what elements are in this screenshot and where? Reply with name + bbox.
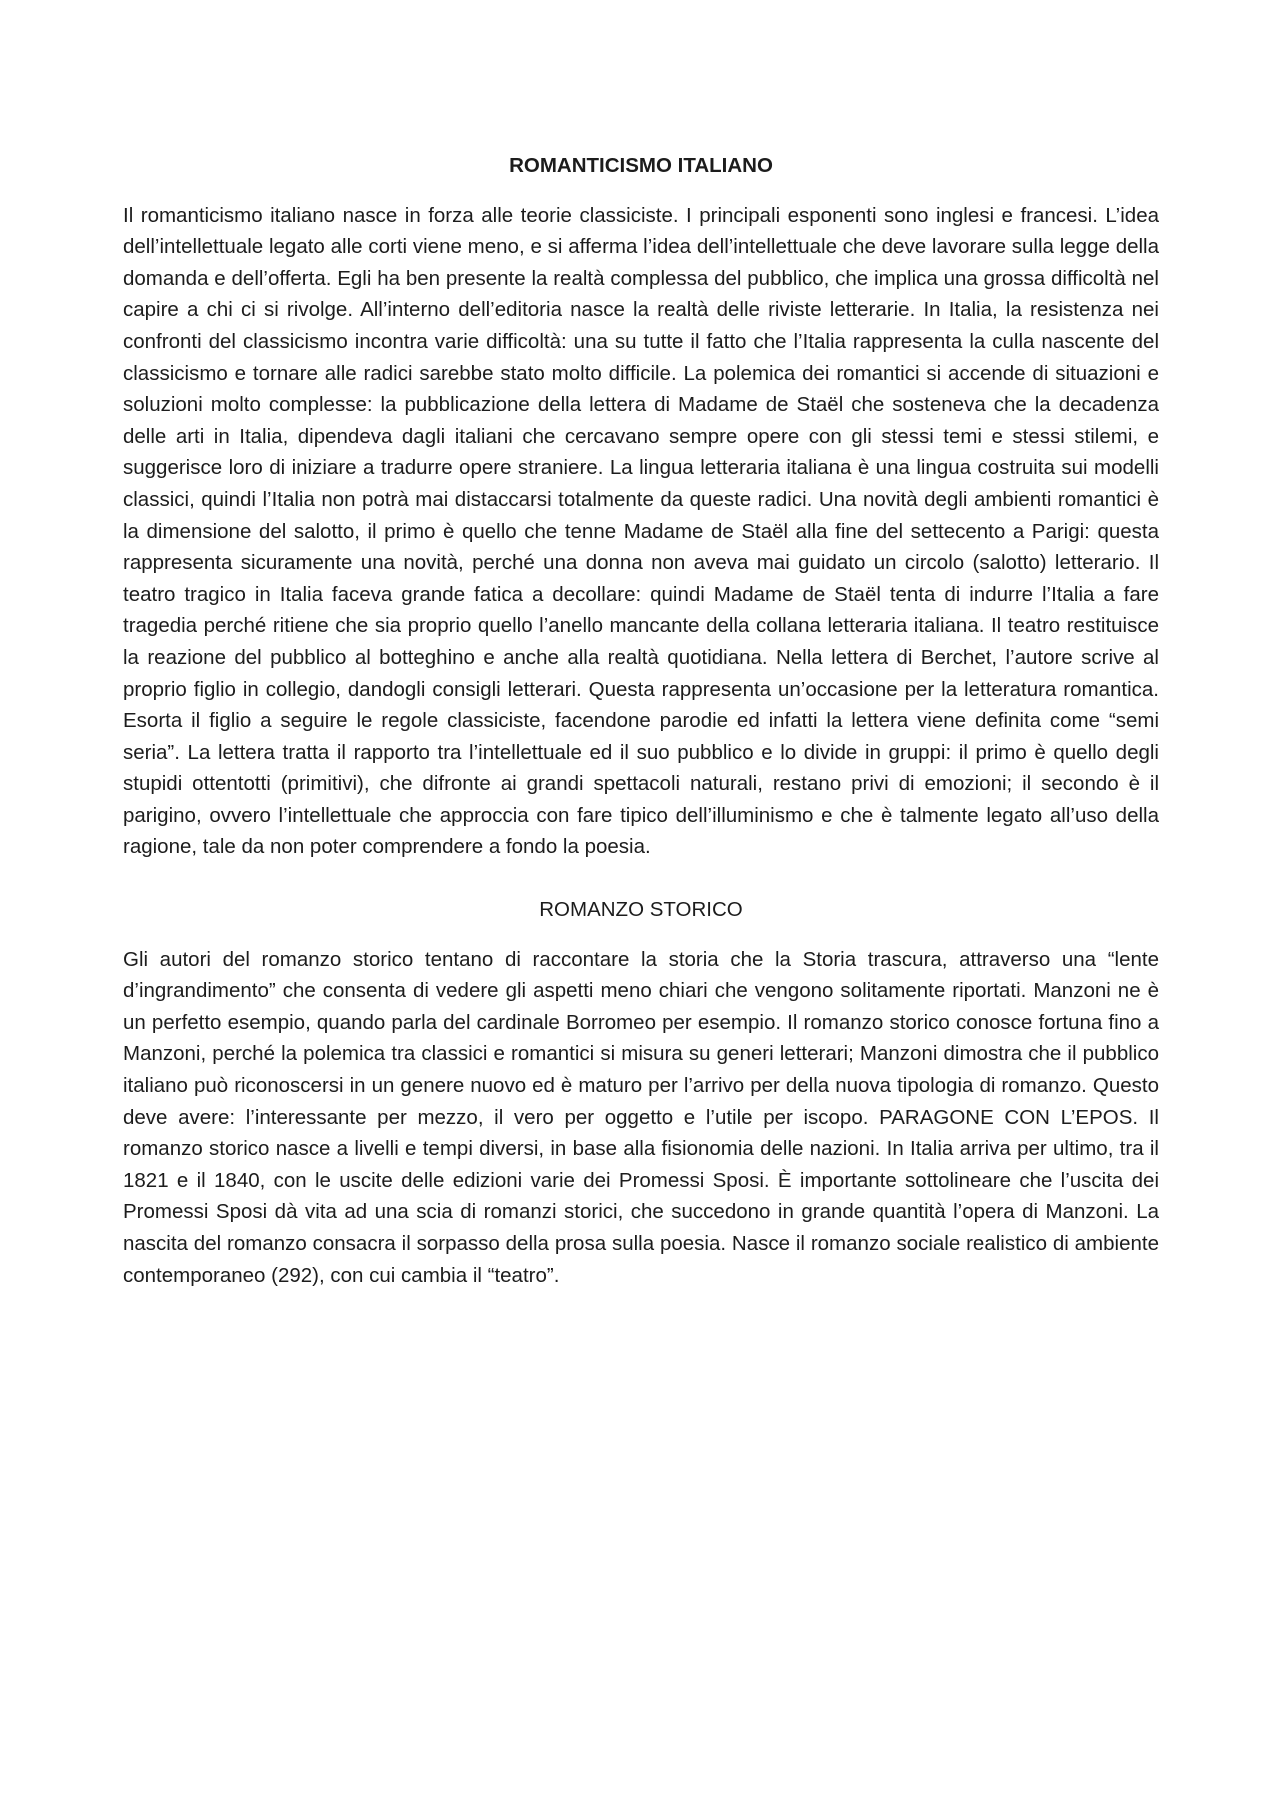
paragraph-romanzo-storico: Gli autori del romanzo storico tentano di raccontare la storia che la Storia trascura, attraverso una “lente d’ingrandimento” che consenta di vedere gli aspetti meno chiari che vengono solitamente riportati. Manzoni ne è un perfetto esempio, quando parla del cardinale Borromeo per esempio. Il romanzo storico conosce fortuna fino a Manzoni, perché la polemica tra classici e romantici si misura su generi letterari; Manzoni dimostra che il pubblico italiano può riconoscersi in un genere nuovo ed è maturo per l’arrivo per della nuova tipologia di romanzo. Questo deve avere: l’interessante per mezzo, il vero per oggetto e l’utile per iscopo. PARAGONE CON L’EPOS. Il romanzo storico nasce a livelli e tempi diversi, in base alla fisionomia delle nazioni. In Italia arriva per ultimo, tra il 1821 e il 1840, con le uscite delle edizioni varie dei Promessi Sposi. È importante sottolineare che l’uscita dei Promessi Sposi dà vita ad una scia di romanzi storici, che succedono in grande quantità l’opera di Manzoni. La nascita del romanzo consacra il sorpasso della prosa sulla poesia. Nasce il romanzo sociale realistico di ambiente contemporaneo (292), con cui cambia il “teatro”. (123, 947, 1159, 1287)
page-title: ROMANTICISMO ITALIANO (509, 154, 773, 177)
section-title: ROMANZO STORICO (539, 898, 743, 922)
paragraph-romanticismo: Il romanticismo italiano nasce in forza alle teorie classiciste. I principali esponenti sono inglesi e francesi. L’idea dell’intellettuale legato alle corti viene meno, e si afferma l’idea dell’intellettuale che deve lavorare sulla legge della domanda e dell’offerta. Egli ha ben presente la realtà complessa del pubblico, che implica una grossa difficoltà nel capire a chi ci si rivolge. All’interno dell’editoria nasce la realtà delle riviste letterarie. In Italia, la resistenza nei confronti del classicismo incontra varie difficoltà: una su tutte il fatto che l’Italia rappresenta la culla nascente del classicismo e tornare alle radici sarebbe stato molto difficile. La polemica dei romantici si accende di situazioni e soluzioni molto complesse: la pubblicazione della lettera di Madame de Staël che sosteneva che la decadenza delle arti in Italia, dipendeva dagli italiani che cercavano sempre opere con gli stessi temi e stessi stilemi, e suggerisce loro di iniziare a tradurre opere straniere. La lingua letteraria italiana è una lingua costruita sui modelli classici, quindi l’Italia non potrà mai distaccarsi totalmente da queste radici. Una novità degli ambienti romantici è la dimensione del salotto, il primo è quello che tenne Madame de Staël alla fine del settecento a Parigi: questa rappresenta sicuramente una novità, perché una donna non aveva mai guidato un circolo (salotto) letterario. Il teatro tragico in Italia faceva grande fatica a decollare: quindi Madame de Staël tenta di indurre l’Italia a fare tragedia perché ritiene che sia proprio quello l’anello mancante della collana letteraria italiana. Il teatro restituisce la reazione del pubblico al botteghino e anche alla realtà quotidiana. Nella lettera di Berchet, l’autore scrive al proprio figlio in collegio, dandogli consigli letterari. Questa rappresenta un’occasione per la letteratura romantica. Esorta il figlio a seguire le regole classiciste, facendone parodie ed infatti la lettera viene definita come “semi seria”. La lettera tratta il rapporto tra l’intellettuale ed il suo pubblico e lo divide in gruppi: il primo è quello degli stupidi ottentotti (primitivi), che difronte ai grandi spettacoli naturali, restano privi di emozioni; il secondo è il parigino, ovvero l’intellettuale che approccia con fare tipico dell’illuminismo e che è talmente legato all’uso della ragione, tale da non poter comprendere a fondo la poesia. (123, 203, 1159, 859)
document-content (123, 150, 1159, 1291)
